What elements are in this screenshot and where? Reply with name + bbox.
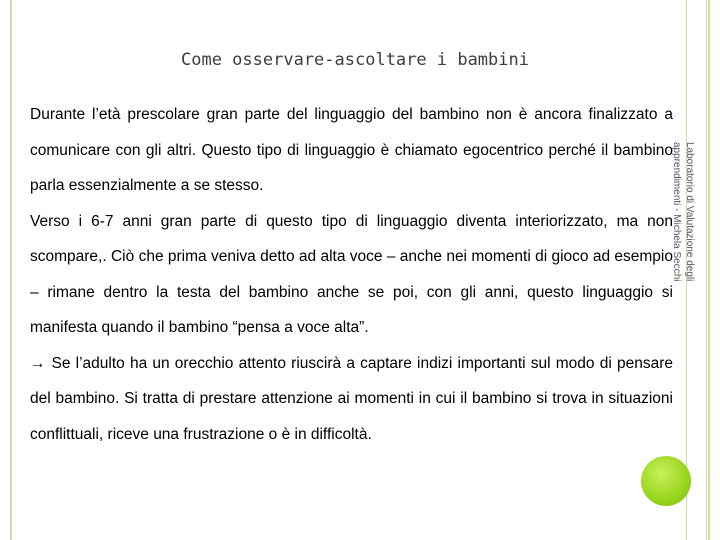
right-arrow-icon: → xyxy=(30,354,46,372)
green-circle-decoration xyxy=(641,456,691,506)
slide-title: Come osservare-ascoltare i bambini xyxy=(181,50,529,70)
footer-line-2: apprendimenti - Michela Secchi xyxy=(671,142,682,282)
slide-body xyxy=(30,97,673,452)
left-border-line xyxy=(10,0,12,540)
side-border-stripe xyxy=(708,0,710,540)
paragraph-3-text: Se l’adulto ha un orecchio attento riuscirà a captare indizi importanti sul modo di pensare del bambino. Si tratta di prestare attenzione ai momenti in cui il bambino si trova in situazioni conflittuali, riceve una frustrazione o è in difficoltà. xyxy=(30,354,673,443)
footer-line-1: Laboratorio di Valutazione degli xyxy=(684,142,695,282)
paragraph-3 xyxy=(30,346,673,453)
paragraph-1: Durante l’età prescolare gran parte del linguaggio del bambino non è ancora finalizzato a comunicare con gli altri. Questo tipo di linguaggio è chiamato egocentrico perché il bambino parla essenzialmente a se stesso. xyxy=(30,106,673,194)
paragraph-2: Verso i 6-7 anni gran parte di questo tipo di linguaggio diventa interiorizzato, ma non scompare,. Ciò che prima veniva detto ad alta voce – anche nei momenti di gioco ad esempio – rimane dentro la testa del bambino anche se poi, con gli anni, questo linguaggio si manifesta quando il bambino “pensa a voce alta”. xyxy=(30,212,673,336)
